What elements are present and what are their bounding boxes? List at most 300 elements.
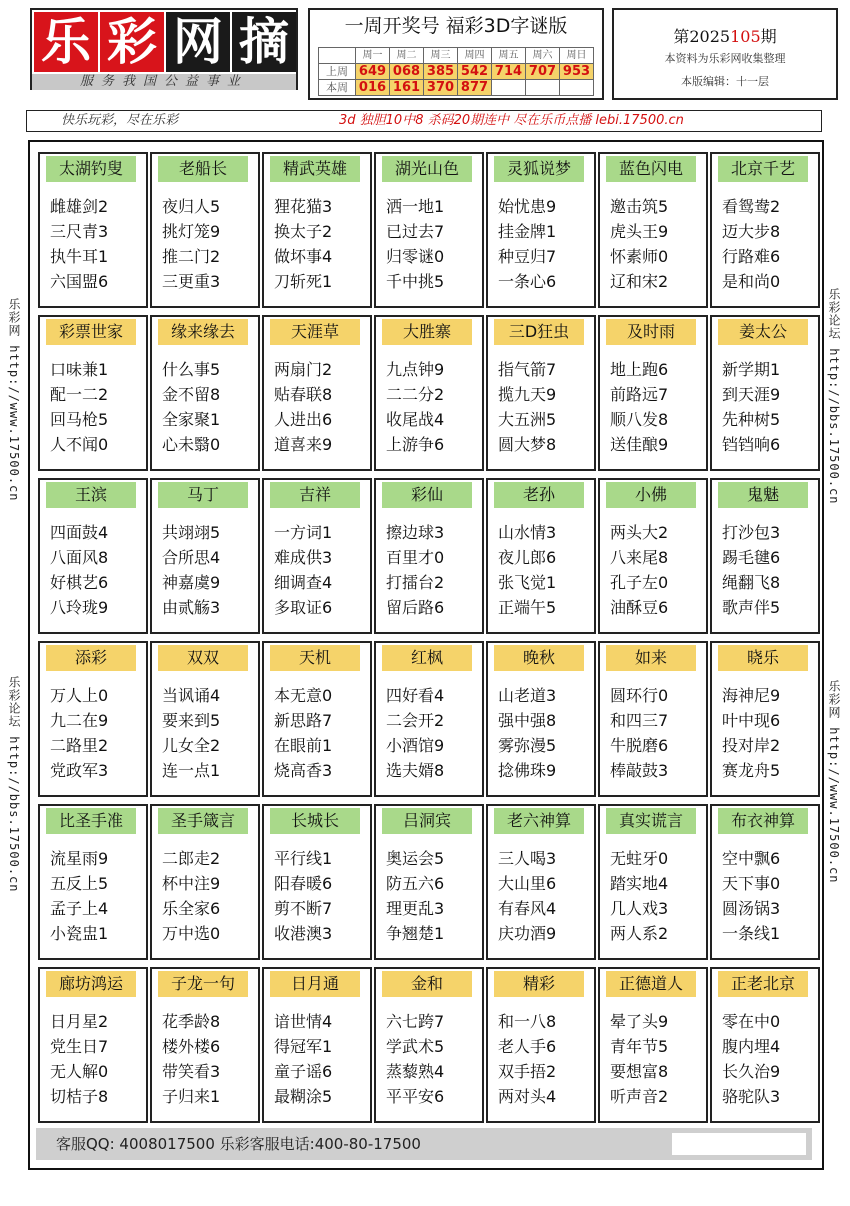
riddle-line: 一条心6 — [498, 272, 557, 291]
riddle-card — [710, 641, 820, 797]
riddle-line: 骆驼队3 — [722, 1087, 781, 1106]
footer-contact: 客服QQ: 4008017500 乐彩客服电话:400-80-17500 — [56, 1135, 421, 1153]
riddle-line: 种豆归7 — [498, 247, 557, 266]
card-title: 天涯草 — [270, 319, 360, 345]
riddle-card — [710, 315, 820, 471]
riddle-line: 留后路6 — [386, 598, 445, 617]
card-title: 彩仙 — [382, 482, 472, 508]
riddle-line: 贴春联8 — [274, 385, 333, 404]
riddle-line: 打擂台2 — [386, 573, 445, 592]
riddle-line: 八玲珑9 — [50, 598, 109, 617]
riddle-line: 怀素师0 — [610, 247, 669, 266]
card-title: 真实谎言 — [606, 808, 696, 834]
draw-number: 707 — [526, 64, 560, 80]
riddle-line: 是和尚0 — [722, 272, 781, 291]
promo-link[interactable]: 3d 独胆10中8 杀码20期连中 尽在乐币点播 lebi.17500.cn — [339, 113, 684, 128]
card-title: 正德道人 — [606, 971, 696, 997]
riddle-card — [486, 152, 596, 308]
riddle-card — [38, 478, 148, 634]
draw-days-row — [319, 48, 594, 64]
riddle-line: 零在中0 — [722, 1012, 781, 1031]
riddle-line: 两头大2 — [610, 523, 669, 542]
riddle-card — [150, 967, 260, 1123]
day-header: 周四 — [458, 48, 492, 64]
riddle-line: 一条线1 — [722, 924, 781, 943]
day-header: 周二 — [390, 48, 424, 64]
card-lines — [386, 683, 476, 783]
riddle-card — [374, 641, 484, 797]
riddle-line: 新学期1 — [722, 360, 781, 379]
riddle-line: 共翊翊5 — [162, 523, 221, 542]
logo — [30, 8, 298, 90]
riddle-line: 换太子2 — [274, 222, 333, 241]
riddle-grid — [38, 152, 816, 1130]
riddle-card — [486, 478, 596, 634]
riddle-line: 歌声伴5 — [722, 598, 781, 617]
riddle-line: 张飞觉1 — [498, 573, 557, 592]
riddle-line: 执牛耳1 — [50, 247, 109, 266]
riddle-line: 由贰觞3 — [162, 598, 221, 617]
card-lines — [50, 683, 140, 783]
card-lines — [162, 520, 252, 620]
card-title: 红枫 — [382, 645, 472, 671]
draw-number-empty — [526, 80, 560, 96]
riddle-line: 雌雄剑2 — [50, 197, 109, 216]
footer-bar — [36, 1128, 812, 1160]
draw-corner — [319, 48, 356, 64]
riddle-line: 虎头王9 — [610, 222, 669, 241]
card-title: 姜太公 — [718, 319, 808, 345]
riddle-line: 六七跨7 — [386, 1012, 445, 1031]
riddle-line: 二会开2 — [386, 711, 445, 730]
riddle-line: 回马枪5 — [50, 410, 109, 429]
card-lines — [386, 194, 476, 294]
draw-number: 953 — [560, 64, 594, 80]
this-week-label: 本周 — [319, 80, 356, 96]
riddle-line: 有春风4 — [498, 899, 557, 918]
riddle-line: 细调查4 — [274, 573, 333, 592]
riddle-line: 烧高香3 — [274, 761, 333, 780]
riddle-line: 金不留8 — [162, 385, 221, 404]
card-lines — [722, 357, 812, 457]
card-lines — [274, 194, 364, 294]
card-lines — [498, 520, 588, 620]
riddle-line: 四面鼓4 — [50, 523, 109, 542]
riddle-line: 千中挑5 — [386, 272, 445, 291]
riddle-line: 三尺青3 — [50, 222, 109, 241]
riddle-line: 二二分2 — [386, 385, 445, 404]
riddle-line: 万人上0 — [50, 686, 109, 705]
draw-number: 161 — [390, 80, 424, 96]
riddle-line: 圆大梦8 — [498, 435, 557, 454]
riddle-line: 两人系2 — [610, 924, 669, 943]
riddle-line: 人不闻0 — [50, 435, 109, 454]
riddle-line: 神嘉虞9 — [162, 573, 221, 592]
riddle-line: 谙世情4 — [274, 1012, 333, 1031]
card-lines — [386, 1009, 476, 1109]
day-header: 周六 — [526, 48, 560, 64]
riddle-card — [262, 641, 372, 797]
riddle-line: 子归来1 — [162, 1087, 221, 1106]
card-lines — [274, 520, 364, 620]
riddle-line: 雾弥漫5 — [498, 736, 557, 755]
card-lines — [274, 846, 364, 946]
riddle-line: 两对头4 — [498, 1087, 557, 1106]
riddle-card — [262, 315, 372, 471]
riddle-line: 踢毛毽6 — [722, 548, 781, 567]
riddle-card — [262, 804, 372, 960]
issue-note: 本资料为乐彩网收集整理 — [664, 52, 786, 65]
riddle-card — [38, 315, 148, 471]
riddle-row — [38, 152, 816, 315]
card-title: 吉祥 — [270, 482, 360, 508]
card-title: 添彩 — [46, 645, 136, 671]
card-title: 金和 — [382, 971, 472, 997]
card-lines — [50, 194, 140, 294]
riddle-line: 剪不断7 — [274, 899, 333, 918]
riddle-line: 全家聚1 — [162, 410, 221, 429]
riddle-line: 收港澳3 — [274, 924, 333, 943]
draw-number: 649 — [356, 64, 390, 80]
logo-char-4: 摘 — [232, 12, 296, 72]
riddle-line: 双手捂2 — [498, 1062, 557, 1081]
riddle-line: 楼外楼6 — [162, 1037, 221, 1056]
riddle-line: 挑灯笼9 — [162, 222, 221, 241]
card-lines — [50, 1009, 140, 1109]
riddle-line: 八面风8 — [50, 548, 109, 567]
riddle-line: 心未翳0 — [162, 435, 221, 454]
card-title: 老六神算 — [494, 808, 584, 834]
riddle-card — [598, 478, 708, 634]
card-title: 鬼魅 — [718, 482, 808, 508]
riddle-card — [374, 478, 484, 634]
card-lines — [386, 357, 476, 457]
riddle-line: 当讽诵4 — [162, 686, 221, 705]
last-week-row — [319, 64, 594, 80]
logo-char-1: 乐 — [34, 12, 98, 72]
riddle-line: 口味兼1 — [50, 360, 109, 379]
riddle-line: 杯中注9 — [162, 874, 221, 893]
riddle-line: 乐全家6 — [162, 899, 221, 918]
riddle-card — [150, 641, 260, 797]
riddle-line: 无蛀牙0 — [610, 849, 669, 868]
riddle-card — [262, 152, 372, 308]
riddle-card — [598, 152, 708, 308]
card-lines — [610, 357, 700, 457]
riddle-line: 前路远7 — [610, 385, 669, 404]
riddle-card — [486, 804, 596, 960]
riddle-line: 始忧患9 — [498, 197, 557, 216]
riddle-row — [38, 641, 816, 804]
riddle-line: 蒸藜熟4 — [386, 1062, 445, 1081]
riddle-card — [374, 152, 484, 308]
slogan-bar — [26, 110, 822, 132]
riddle-line: 三更重3 — [162, 272, 221, 291]
riddle-card — [150, 478, 260, 634]
riddle-line: 连一点1 — [162, 761, 221, 780]
riddle-line: 长久治9 — [722, 1062, 781, 1081]
draw-number: 068 — [390, 64, 424, 80]
card-lines — [610, 1009, 700, 1109]
card-title: 晚秋 — [494, 645, 584, 671]
riddle-line: 圆环行0 — [610, 686, 669, 705]
riddle-line: 已过去7 — [386, 222, 445, 241]
riddle-line: 奥运会5 — [386, 849, 445, 868]
card-lines — [274, 683, 364, 783]
card-title: 老孙 — [494, 482, 584, 508]
riddle-line: 八来尾8 — [610, 548, 669, 567]
riddle-card — [262, 967, 372, 1123]
side-text-left-top[interactable]: 乐彩网 http://www.17500.cn — [7, 298, 21, 502]
card-lines — [722, 683, 812, 783]
card-lines — [386, 846, 476, 946]
riddle-card — [374, 804, 484, 960]
card-title: 王滨 — [46, 482, 136, 508]
riddle-line: 五反上5 — [50, 874, 109, 893]
riddle-line: 天下事0 — [722, 874, 781, 893]
card-lines — [498, 846, 588, 946]
logo-slogan: 服务我国公益事业 — [32, 74, 296, 90]
card-title: 三D狂虫 — [494, 319, 584, 345]
card-title: 精彩 — [494, 971, 584, 997]
card-title: 日月通 — [270, 971, 360, 997]
riddle-line: 童子谣6 — [274, 1062, 333, 1081]
card-title: 子龙一句 — [158, 971, 248, 997]
riddle-card — [150, 152, 260, 308]
riddle-line: 儿女全2 — [162, 736, 221, 755]
riddle-line: 强中强8 — [498, 711, 557, 730]
riddle-line: 迈大步8 — [722, 222, 781, 241]
riddle-line: 揽九天9 — [498, 385, 557, 404]
card-title: 大胜寨 — [382, 319, 472, 345]
riddle-line: 刀斩死1 — [274, 272, 333, 291]
issue-suffix: 期 — [760, 27, 777, 46]
riddle-line: 行路难6 — [722, 247, 781, 266]
card-lines — [722, 846, 812, 946]
riddle-line: 绳翻飞8 — [722, 573, 781, 592]
side-text-right-top[interactable]: 乐彩论坛 http://bbs.17500.cn — [827, 288, 841, 505]
riddle-line: 挂金牌1 — [498, 222, 557, 241]
card-lines — [162, 683, 252, 783]
riddle-line: 圆汤锅3 — [722, 899, 781, 918]
card-title: 晓乐 — [718, 645, 808, 671]
draw-number: 877 — [458, 80, 492, 96]
card-title: 圣手箴言 — [158, 808, 248, 834]
riddle-row — [38, 478, 816, 641]
card-title: 缘来缘去 — [158, 319, 248, 345]
riddle-line: 到天涯9 — [722, 385, 781, 404]
riddle-line: 油酥豆6 — [610, 598, 669, 617]
riddle-card — [38, 804, 148, 960]
riddle-line: 合所思4 — [162, 548, 221, 567]
card-title: 马丁 — [158, 482, 248, 508]
riddle-line: 带笑看3 — [162, 1062, 221, 1081]
riddle-line: 流星雨9 — [50, 849, 109, 868]
riddle-line: 夜儿郎6 — [498, 548, 557, 567]
riddle-card — [38, 152, 148, 308]
card-title: 比圣手准 — [46, 808, 136, 834]
riddle-line: 两扇门2 — [274, 360, 333, 379]
card-lines — [722, 520, 812, 620]
riddle-line: 棒敲鼓3 — [610, 761, 669, 780]
riddle-line: 花季龄8 — [162, 1012, 221, 1031]
card-lines — [498, 683, 588, 783]
draw-number: 542 — [458, 64, 492, 80]
card-lines — [722, 1009, 812, 1109]
riddle-line: 日月星2 — [50, 1012, 109, 1031]
riddle-line: 正端午5 — [498, 598, 557, 617]
riddle-line: 小酒馆9 — [386, 736, 445, 755]
riddle-card — [710, 152, 820, 308]
weekly-draw-panel — [308, 8, 604, 100]
riddle-card — [486, 967, 596, 1123]
card-lines — [274, 357, 364, 457]
issue-prefix: 第2025 — [673, 27, 731, 46]
riddle-line: 人进出6 — [274, 410, 333, 429]
riddle-line: 难成供3 — [274, 548, 333, 567]
riddle-line: 收尾战4 — [386, 410, 445, 429]
riddle-card — [598, 967, 708, 1123]
riddle-card — [710, 967, 820, 1123]
riddle-line: 捻佛珠9 — [498, 761, 557, 780]
riddle-line: 海神尼9 — [722, 686, 781, 705]
riddle-line: 叶中现6 — [722, 711, 781, 730]
riddle-line: 踏实地4 — [610, 874, 669, 893]
riddle-line: 牛脱磨6 — [610, 736, 669, 755]
riddle-line: 切桔子8 — [50, 1087, 109, 1106]
riddle-line: 和一八8 — [498, 1012, 557, 1031]
card-lines — [722, 194, 812, 294]
riddle-line: 大五洲5 — [498, 410, 557, 429]
card-lines — [610, 846, 700, 946]
riddle-line: 洒一地1 — [386, 197, 445, 216]
draw-number: 370 — [424, 80, 458, 96]
riddle-row — [38, 804, 816, 967]
issue-digits: 105 — [730, 27, 761, 46]
draw-number: 714 — [492, 64, 526, 80]
riddle-line: 擦边球3 — [386, 523, 445, 542]
riddle-line: 道喜来9 — [274, 435, 333, 454]
side-text-left-bottom[interactable]: 乐彩论坛 http://bbs.17500.cn — [7, 676, 21, 893]
riddle-line: 打沙包3 — [722, 523, 781, 542]
riddle-line: 理更乱3 — [386, 899, 445, 918]
issue-editor: 本版编辑：十一层 — [681, 75, 769, 88]
card-title: 双双 — [158, 645, 248, 671]
riddle-line: 孔子左0 — [610, 573, 669, 592]
riddle-line: 狸花猫3 — [274, 197, 333, 216]
card-lines — [610, 194, 700, 294]
draw-number: 016 — [356, 80, 390, 96]
riddle-line: 和四三7 — [610, 711, 669, 730]
riddle-line: 九点钟9 — [386, 360, 445, 379]
footer-blank-box — [672, 1133, 806, 1155]
card-title: 长城长 — [270, 808, 360, 834]
last-week-label: 上周 — [319, 64, 356, 80]
riddle-card — [710, 478, 820, 634]
card-title: 灵狐说梦 — [494, 156, 584, 182]
riddle-line: 山老道3 — [498, 686, 557, 705]
card-lines — [610, 520, 700, 620]
riddle-line: 二郎走2 — [162, 849, 221, 868]
riddle-line: 顺八发8 — [610, 410, 669, 429]
draw-title: 一周开奖号 福彩3D字谜版 — [344, 15, 568, 37]
riddle-line: 百里才0 — [386, 548, 445, 567]
riddle-card — [262, 478, 372, 634]
riddle-line: 要想富8 — [610, 1062, 669, 1081]
draw-number-empty — [560, 80, 594, 96]
logo-char-2: 彩 — [100, 12, 164, 72]
riddle-card — [374, 315, 484, 471]
riddle-card — [710, 804, 820, 960]
riddle-line: 平行线1 — [274, 849, 333, 868]
side-text-right-bottom[interactable]: 乐彩网 http://www.17500.cn — [827, 680, 841, 884]
riddle-line: 晕了头9 — [610, 1012, 669, 1031]
riddle-line: 选夫婿8 — [386, 761, 445, 780]
riddle-card — [38, 641, 148, 797]
riddle-line: 地上跑6 — [610, 360, 669, 379]
riddle-line: 看鸳鸯2 — [722, 197, 781, 216]
riddle-line: 二路里2 — [50, 736, 109, 755]
riddle-line: 多取证6 — [274, 598, 333, 617]
riddle-line: 辽和宋2 — [610, 272, 669, 291]
slogan-left: 快乐玩彩，尽在乐彩 — [61, 113, 179, 128]
riddle-line: 山水情3 — [498, 523, 557, 542]
riddle-line: 在眼前1 — [274, 736, 333, 755]
riddle-line: 配一二2 — [50, 385, 109, 404]
riddle-line: 党政军3 — [50, 761, 109, 780]
card-title: 小佛 — [606, 482, 696, 508]
day-header: 周五 — [492, 48, 526, 64]
riddle-card — [598, 315, 708, 471]
riddle-card — [486, 641, 596, 797]
riddle-card — [486, 315, 596, 471]
riddle-line: 送佳酿9 — [610, 435, 669, 454]
riddle-line: 三人喝3 — [498, 849, 557, 868]
this-week-row — [319, 80, 594, 96]
riddle-card — [598, 641, 708, 797]
card-lines — [610, 683, 700, 783]
card-title: 吕洞宾 — [382, 808, 472, 834]
card-lines — [498, 1009, 588, 1109]
riddle-line: 腹内埋4 — [722, 1037, 781, 1056]
logo-char-3: 网 — [166, 12, 230, 72]
riddle-line: 空中飘6 — [722, 849, 781, 868]
riddle-line: 阳春暖6 — [274, 874, 333, 893]
riddle-line: 庆功酒9 — [498, 924, 557, 943]
riddle-line: 夜归人5 — [162, 197, 221, 216]
draw-table — [318, 47, 594, 96]
riddle-grid-frame — [28, 140, 824, 1170]
day-header: 周三 — [424, 48, 458, 64]
card-lines — [162, 357, 252, 457]
card-title: 彩票世家 — [46, 319, 136, 345]
riddle-line: 投对岸2 — [722, 736, 781, 755]
riddle-line: 得冠军1 — [274, 1037, 333, 1056]
riddle-line: 听声音2 — [610, 1087, 669, 1106]
day-header: 周日 — [560, 48, 594, 64]
day-header: 周一 — [356, 48, 390, 64]
card-lines — [162, 846, 252, 946]
card-title: 如来 — [606, 645, 696, 671]
riddle-line: 指气箭7 — [498, 360, 557, 379]
riddle-line: 争翘楚1 — [386, 924, 445, 943]
riddle-line: 四好看4 — [386, 686, 445, 705]
riddle-line: 推二门2 — [162, 247, 221, 266]
riddle-line: 几人戏3 — [610, 899, 669, 918]
riddle-line: 孟子上4 — [50, 899, 109, 918]
riddle-line: 赛龙舟5 — [722, 761, 781, 780]
draw-number: 385 — [424, 64, 458, 80]
